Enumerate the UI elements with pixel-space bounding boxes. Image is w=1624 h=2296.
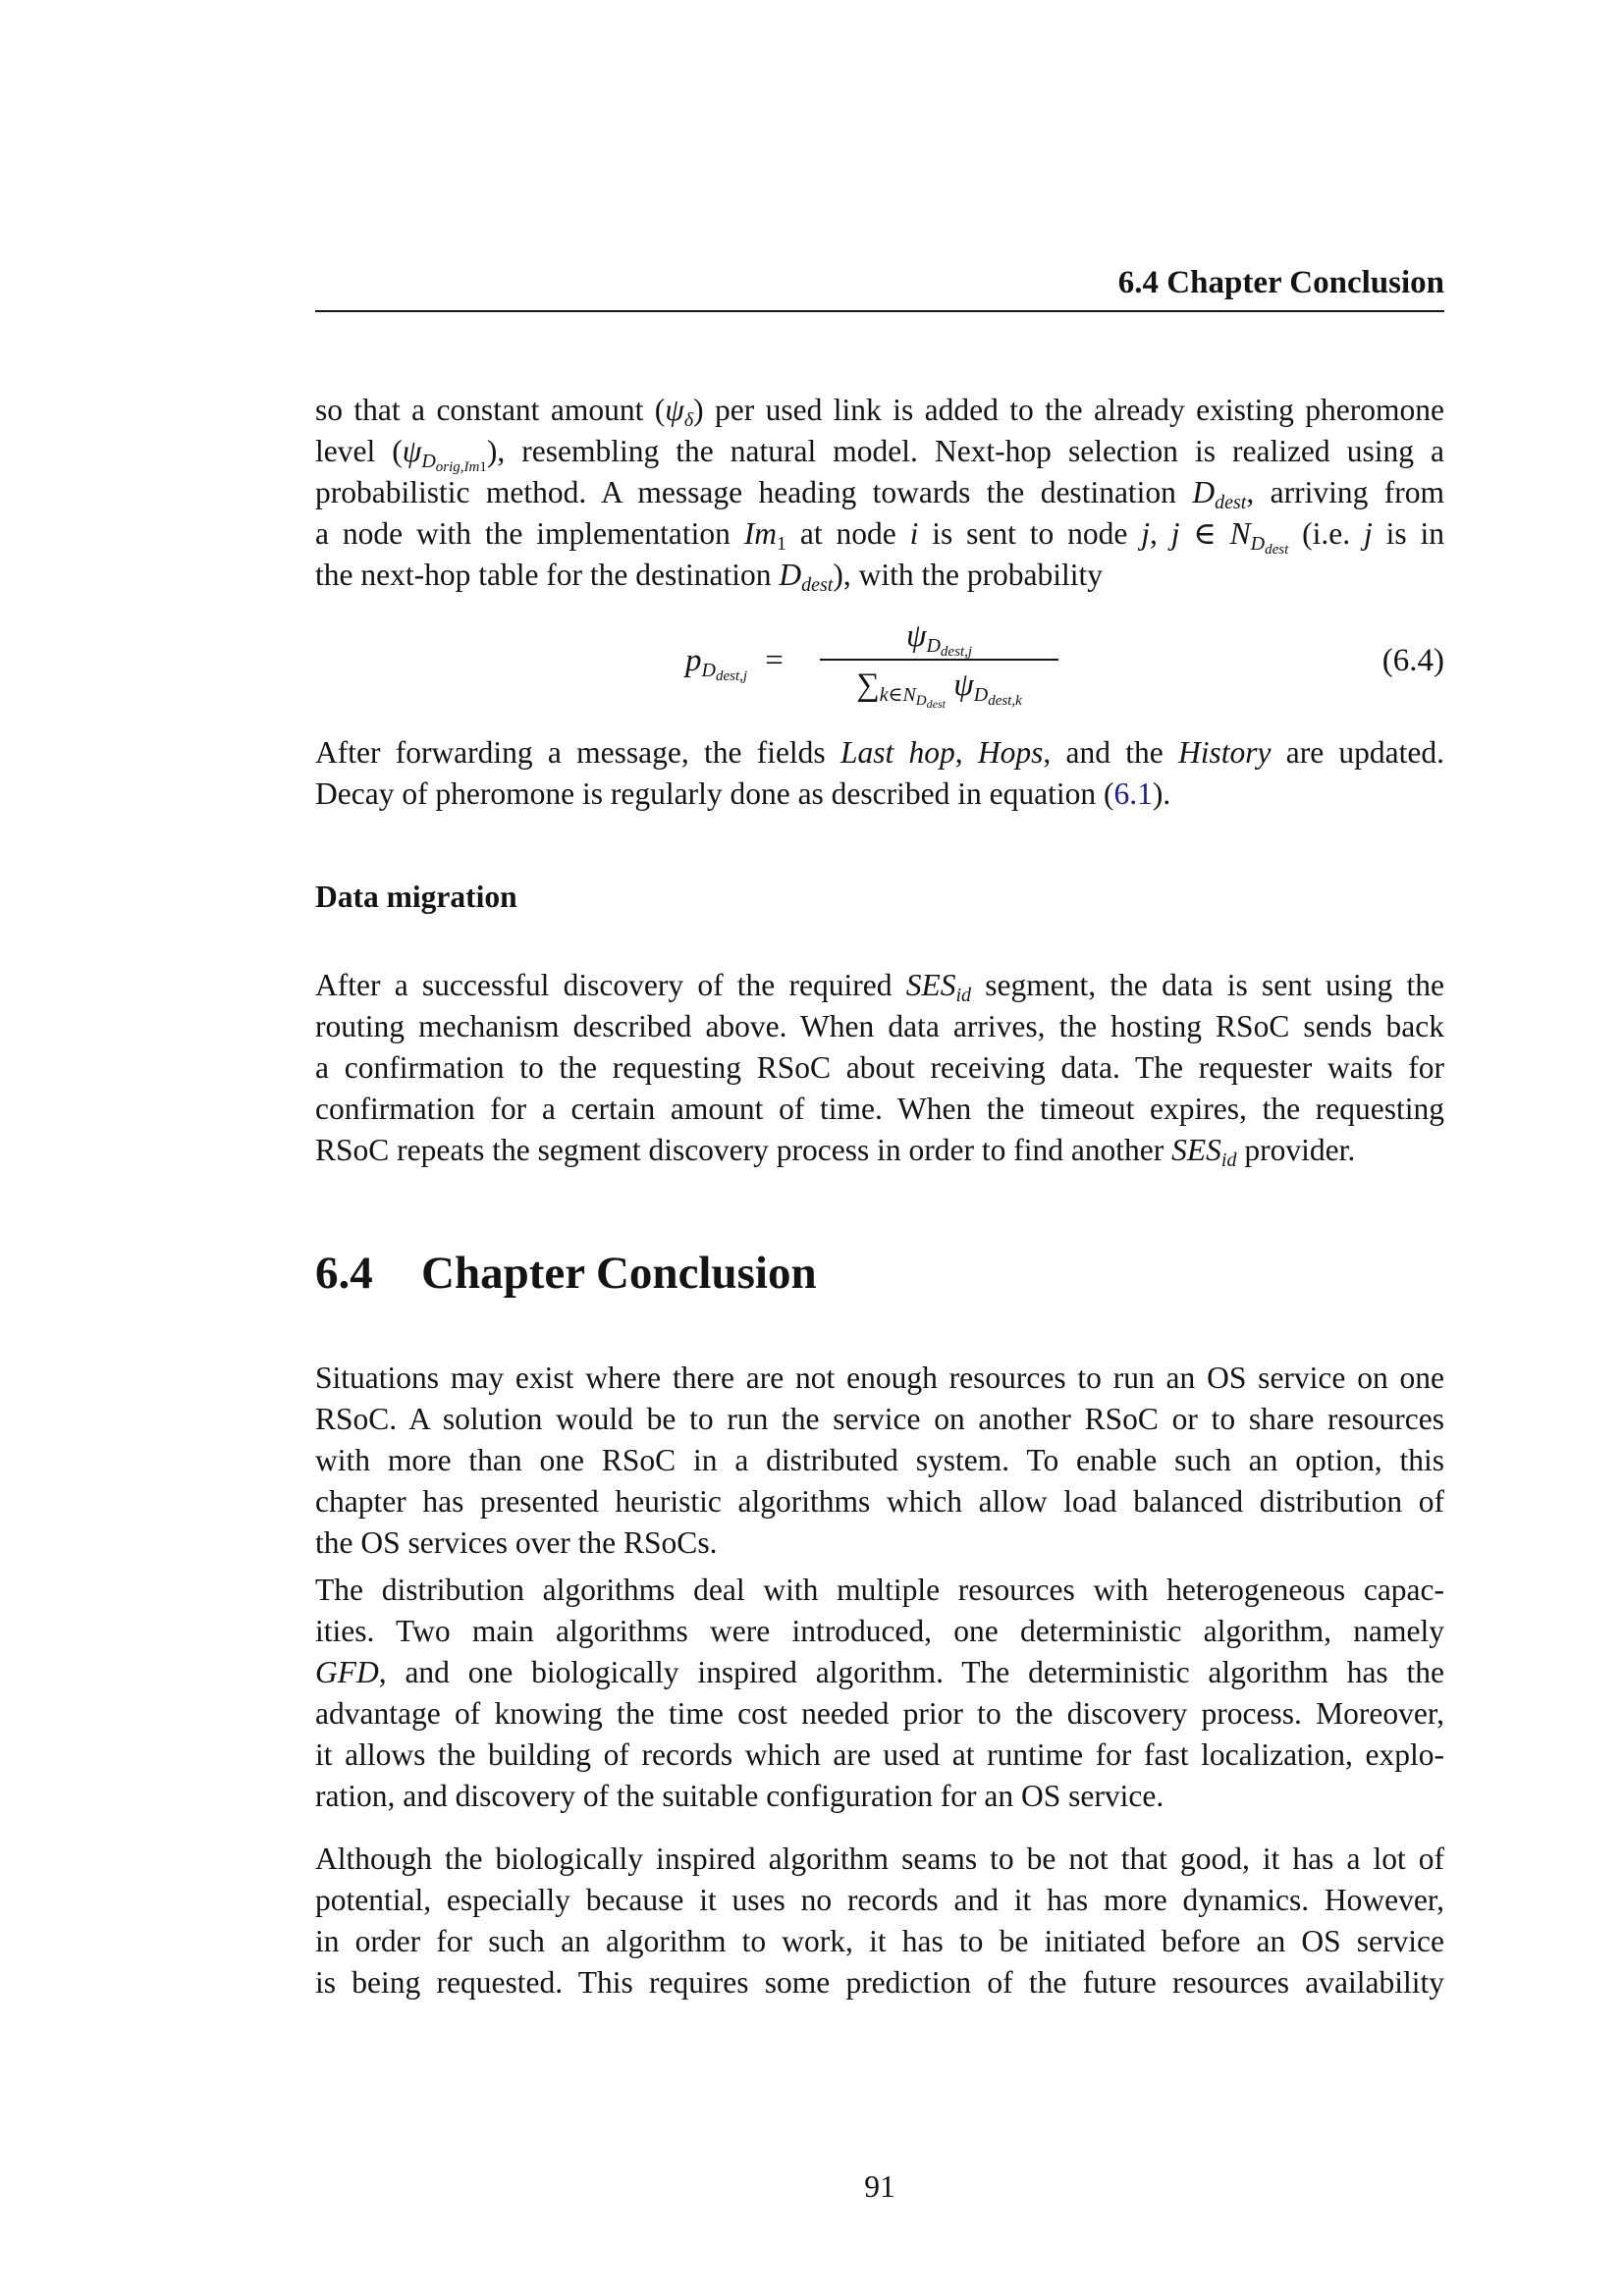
- text-line: routing mechanism described above. When data arrives, the hosting RSoC sends back: [315, 1009, 1444, 1043]
- equation-number: (6.4): [1381, 643, 1444, 678]
- text-line: Although the biologically inspired algorithm seams to be not that good, it has a lot of: [315, 1842, 1444, 1876]
- equation-reference-link[interactable]: 6.1: [1113, 776, 1153, 811]
- text-line: the next-hop table for the destination $D_{dest}$), with the probability: [315, 558, 1104, 596]
- text-line: so that a constant amount $(\psi_\delta)$ per used link is added to the already existing pheromone: [315, 393, 1444, 431]
- paragraph-forwarding: [315, 732, 1444, 815]
- text-line: it allows the building of records which are used at runtime for fast localization, explo-: [315, 1737, 1444, 1772]
- paragraph-distribution-algorithms: [315, 1570, 1444, 1817]
- equation-lhs: $p_{D_{dest,j}}$ =: [685, 643, 784, 684]
- paragraph-biologically-inspired: [315, 1839, 1444, 2003]
- text-line: Decay of pheromone is regularly done as described in equation (6.1).: [315, 776, 1171, 811]
- text-line: The distribution algorithms deal with multiple resources with heterogeneous capac-: [315, 1573, 1444, 1607]
- text-line: After a successful discovery of the required $SES_{id}$ segment, the data is sent using the: [315, 968, 1445, 1006]
- text-line: a node with the implementation $Im_1$ at node i is sent to node j, j ∈ $N_{D_{dest}}$ (i.e. j is in: [315, 516, 1445, 558]
- text-line: chapter has presented heuristic algorithms which allow load balanced distribution of: [315, 1484, 1444, 1519]
- text-line: RSoC repeats the segment discovery process in order to find another $SES_{id}$ provider.: [315, 1133, 1356, 1171]
- fraction-denominator: $\sum_{k\in N_{D_{dest}}}$ $\psi_{D_{dest,k}}$: [856, 667, 1022, 711]
- section-number: 6.4: [315, 1248, 373, 1299]
- text-line: probabilistic method. A message heading towards the destination $D_{dest}$, arriving from: [315, 475, 1444, 513]
- text-line: a confirmation to the requesting RSoC about receiving data. The requester waits for: [315, 1050, 1444, 1085]
- text-line: ities. Two main algorithms were introduced, one deterministic algorithm, namely: [315, 1614, 1444, 1648]
- paragraph-conclusion-intro: [315, 1358, 1444, 1564]
- section-title: Chapter Conclusion: [421, 1248, 817, 1299]
- page: [315, 0, 1444, 2296]
- page-number: 91: [864, 2169, 895, 2204]
- text-line: RSoC. A solution would be to run the service on another RSoC or to share resources: [315, 1402, 1444, 1436]
- fraction-numerator: $\psi_{D_{dest,j}}$: [905, 618, 973, 660]
- section-heading: [315, 1248, 817, 1299]
- header-rule: [315, 310, 1444, 312]
- paragraph-pheromone-update: [315, 390, 1444, 596]
- text-line: in order for such an algorithm to work, it has to be initiated before an OS service: [315, 1924, 1444, 1958]
- subheading-data-migration: Data migration: [315, 880, 517, 914]
- text-line: After forwarding a message, the fields Last hop, Hops, and the History are updated.: [315, 735, 1445, 770]
- text-line: level $(\psi_{D_{orig,Im1}})$, resembling the natural model. Next-hop selection is realized using a: [315, 434, 1444, 475]
- running-header: 6.4 Chapter Conclusion: [1117, 265, 1444, 300]
- text-line: is being requested. This requires some prediction of the future resources availability: [315, 1965, 1444, 2000]
- equation-fraction: [818, 614, 1060, 711]
- equation-6-4: [315, 614, 1444, 721]
- paragraph-data-migration: [315, 965, 1444, 1171]
- text-line: Situations may exist where there are not enough resources to run an OS service on one: [315, 1361, 1444, 1395]
- text-line: ration, and discovery of the suitable configuration for an OS service.: [315, 1779, 1164, 1813]
- text-line: confirmation for a certain amount of time. When the timeout expires, the requesting: [315, 1092, 1444, 1126]
- text-line: GFD, and one biologically inspired algorithm. The deterministic algorithm has the: [315, 1655, 1444, 1689]
- text-line: with more than one RSoC in a distributed system. To enable such an option, this: [315, 1443, 1444, 1477]
- text-line: the OS services over the RSoCs.: [315, 1525, 718, 1560]
- text-line: potential, especially because it uses no records and it has more dynamics. However,: [315, 1883, 1444, 1917]
- text-line: advantage of knowing the time cost needed prior to the discovery process. Moreover,: [315, 1696, 1444, 1731]
